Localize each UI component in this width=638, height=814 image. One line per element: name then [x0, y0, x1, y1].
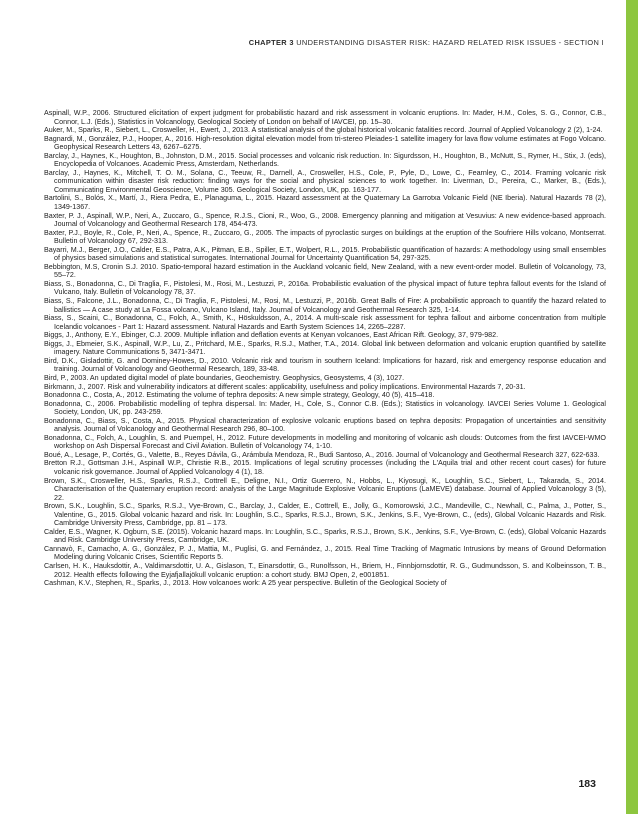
reference-entry: Biggs, J., Anthony, E.Y., Ebinger, C.J. 2009. Multiple inflation and deflation events at Kenyan volcanoes, East African Rift. Geology, 37, 979-982. — [44, 331, 499, 340]
reference-list — [44, 109, 606, 588]
reference-entry: Bird, P., 2003. An updated digital model of plate boundaries, Geochemistry. Geophysics, Geosystems, 4 (3), 1027. — [44, 373, 405, 382]
green-side-bar — [626, 0, 638, 814]
reference-entry: Boué, A., Lesage, P., Cortés, G., Valette, B., Reyes Dávila, G., Arámbula Mendoza, R., Budi Santoso, A., 2016. Journal of Volcanology and Geothermal Research 327, 622-633. — [44, 450, 600, 459]
reference-entry: Biass, S., Scaini, C., Bonadonna, C., Folch, A., Smith, K., Höskuldsson, A., 2014. A multi-scale risk assessment for tephra fallout and airborne concentration from multiple Icelandic volcanoes - Part 1: Hazard assessment. Natural Hazards and Earth System Sciences 14, 2265–2287. — [44, 314, 606, 331]
reference-entry: Bonadonna, C., Biass, S., Costa, A., 2015. Physical characterization of explosive volcanic eruptions based on tephra deposits: Propagation of uncertainties and sensitivity analysis. Journal of Volcanology and Geothermal Research 296, 80–100. — [44, 416, 606, 434]
running-header — [0, 38, 604, 47]
reference-entry: Auker, M., Sparks, R., Siebert, L., Crosweller, H., Ewert, J., 2013. A statistical analysis of the global historical volcanic fatalities record. Journal of Applied Volcanology 2 (2), 1-24. — [44, 126, 603, 135]
reference-entry: Bonadonna, C., 2006. Probabilistic modelling of tephra dispersal. In: Mader, H., Cole, S., Connor C.B. (Eds.); Statistics in volcanology. IAVCEI Series Volume 1. Geological Society, London, UK, pp. 243-259. — [44, 399, 606, 417]
reference-entry: Bebbington, M.S, Cronin S.J. 2010. Spatio-temporal hazard estimation in the Auckland volcanic field, New Zealand, with a new event-order model. Bulletin of Volcanology, 73, 55–72. — [44, 262, 606, 280]
section-title: UNDERSTANDING DISASTER RISK: HAZARD RELATED RISK ISSUES - SECTION I — [296, 38, 604, 47]
reference-entry: Bonadonna C., Costa, A., 2012. Estimating the volume of tephra deposits: A new simple strategy, Geology, 40 (5), 415–418. — [44, 391, 435, 400]
reference-entry: Biass, S., Bonadonna, C., Di Traglia, F., Pistolesi, M., Rosi, M., Lestuzzi, P., 2016a. Probabilistic evaluation of the physical impact of future tephra fallout events for the Island of Vulcano, Italy. Bulletin of Volcanology 78, 37. — [44, 279, 606, 297]
reference-entry: Bonadonna, C., Folch, A., Loughlin, S. and Puempel, H., 2012. Future developments in modelling and monitoring of volcanic ash clouds: Outcomes from the first IAVCEI-WMO workshop on Ash Dispersal Forecast and Civil Aviation. Bulletin of Volcanology 74, 1-10. — [44, 433, 606, 451]
reference-entry: Bartolini, S., Bolós, X., Martí, J., Riera Pedra, E., Planaguma, L., 2015. Hazard assessment at the Quaternary La Garrotxa Volcanic Field (NE Iberia). Natural Hazards 78 (2), 1349-1367. — [44, 194, 606, 212]
reference-entry: Cannavò, F., Camacho, A. G., González, P. J., Mattia, M., Puglisi, G. and Fernández, J., 2015. Real Time Tracking of Magmatic Intrusions by means of Ground Deformation Modeling during Volcanic Crises, Scientific Reports 5. — [44, 544, 606, 562]
reference-entry: Barclay, J., Haynes, K., Mitchell, T. O. M., Solana, C., Teeuw, R., Darnell, A., Crosweller, H.S., Cole, P., Pyle, D., Lowe, C., Fearnley, C., 2014. Framing volcanic risk communication within disaster risk reduction: finding ways for the social and physical sciences to work together. In: Liverman, D., Pereira, C., Marker, B., (Eds.), Communicating Environmental Geoscience, Volume 305. Geological Society, London, UK, pp. 163-177. — [44, 168, 606, 194]
reference-entry: Baxter, P.J., Boyle, R., Cole, P., Neri, A., Spence, R., Zuccaro, G., 2005. The impacts of pyroclastic surges on buildings at the eruption of the Soufriere Hills volcano, Montserrat. Bulletin of Volcanology 67, 292-313. — [44, 228, 606, 246]
page-number: 183 — [578, 778, 596, 790]
reference-entry: Biass, S., Falcone, J.L., Bonadonna, C., Di Traglia, F., Pistolesi, M., Rosi, M., Lestuzzi, P., 2016b. Great Balls of Fire: A probabilistic approach to quantify the hazard related to ballistics — A case study at La Fossa volcano, Vulcano Island, Italy. Journal of Volcanology and Geothermal Research 325, 1-14. — [44, 297, 606, 314]
reference-entry: Biggs, J., Ebmeier, S.K., Aspinall, W.P., Lu, Z., Pritchard, M.E., Sparks, R.S.J., Mather, T.A., 2014. Global link between deformation and volcanic eruption quantified by satellite imagery. Nature Communications 5, 3471-3471. — [44, 339, 606, 357]
reference-entry: Bird, D.K., Gisladottir, G. and Dominey-Howes, D., 2010. Volcanic risk and tourism in southern Iceland: Implications for hazard, risk and emergency response education and training. Journal of Volcanology and Geothermal Research, 189, 33-48. — [44, 356, 606, 374]
reference-entry: Barclay, J., Haynes, K., Houghton, B., Johnston, D.M., 2015. Social processes and volcanic risk reduction. In: Sigurdsson, H., Houghton, B., McNutt, S., Rymer, H., Stix, J. (eds), Encyclopedia of Volcanoes. Academic Press, Amsterdam, Netherlands. — [44, 151, 606, 169]
reference-entry: Carlsen, H. K., Hauksdottir, A., Valdimarsdottir, U. A., Gislason, T., Einarsdottir, G., Runolfsson, H., Briem, H., Finnbjornsdottir, R. G., Gudmundsson, S. and Kolbeinsson, T. B., 2012. Health effects following the Eyjafjallajökull volcanic eruption: a cohort study. BMJ Open, 2, e001851. — [44, 561, 606, 579]
chapter-label: CHAPTER 3 — [248, 38, 294, 47]
reference-entry: Cashman, K.V., Stephen, R., Sparks, J., 2013. How volcanoes work: A 25 year perspective. Bulletin of the Geological Society of — [44, 579, 447, 588]
reference-entry: Bagnardi, M., González, P.J., Hooper, A., 2016. High-resolution digital elevation model from tri-stereo Pleiades-1 satellite imagery for lava flow volume estimates at Fogo Volcano. Geophysical Research Letters 43, 6267–6275. — [44, 134, 606, 152]
reference-entry: Brown, S.K., Loughlin, S.C., Sparks, R.S.J., Vye-Brown, C., Barclay, J., Calder, E., Cottrell, E., Jolly, G., Komorowski, J.C., Mandeville, C., Newhall, C., Palma, J., Potter, S., Valentine, G., 2015. Global volcanic hazard and risk. In: Loughlin, S.C., Sparks, R.S.J., Brown, S.K., Jenkins, S.F., Vye-Brown, C., (eds), Global Volcanic Hazards and Risk. Cambridge University Press, Cambridge, pp. 81 – 173. — [44, 502, 606, 528]
reference-entry: Calder, E.S., Wagner, K. Ogburn, S.E. (2015). Volcanic hazard maps. In: Loughlin, S.C., Sparks, R.S.J., Brown, S.K., Jenkins, S.F., Vye-Brown, C. (eds), Global Volcanic Hazards and Risk. Cambridge University Press, Cambridge, UK. — [44, 527, 606, 545]
reference-entry: Brown, S.K., Crosweller, H.S., Sparks, R.S.J., Cottrell E., Deligne, N.I., Ortiz Guerrero, N., Hobbs, L., Kiyosugi, K., Loughlin, S.C., Siebert, L., Takarada, S., 2014. Characterisation of the Quaternary eruption record: analysis of the Large Magnitude Explosive Volcanic Eruptions (LaMEVE) database. Journal of Applied Volcanology 3 (5), 22. — [44, 476, 606, 502]
reference-entry: Birkmann, J., 2007. Risk and vulnerability indicators at different scales: applicability, usefulness and policy implications. Environmental Hazards 7, 20-31. — [44, 382, 526, 391]
reference-entry: Bretton R.J., Gottsman J.H., Aspinall W.P., Christie R.B., 2015. Implications of legal scrutiny processes (including the L'Aquila trial and other recent court cases) for future volcanic risk governance. Journal of Applied Volcanology 4 (1), 18. — [44, 459, 606, 476]
reference-entry: Aspinall, W.P., 2006. Structured elicitation of expert judgment for probabilistic hazard and risk assessment in volcanic eruptions. In: Mader, H.M., Coles, S. G., Connor, C.B., Connor, L.J. (Eds.), Statistics in Volcanology, Geological Society of London on behalf of IAVCEI, pp. 15–30. — [44, 109, 606, 126]
reference-entry: Bayarri, M.J., Berger, J.O., Calder, E.S., Patra, A.K., Pitman, E.B., Spiller, E.T., Wolpert, R.L., 2015. Probabilistic quantification of hazards: A methodology using small ensembles of physics based simulations and statistical surrogates. International Journal for Uncertainty Quantification 54, 297-325. — [44, 245, 606, 263]
reference-entry: Baxter, P. J., Aspinall, W.P., Neri, A., Zuccaro, G., Spence, R.J.S., Cioni, R., Woo, G., 2008. Emergency planning and mitigation at Vesuvius: A new evidence-based approach. Journal of Volcanology and Geothermal Research 178, 454-473. — [44, 211, 606, 229]
